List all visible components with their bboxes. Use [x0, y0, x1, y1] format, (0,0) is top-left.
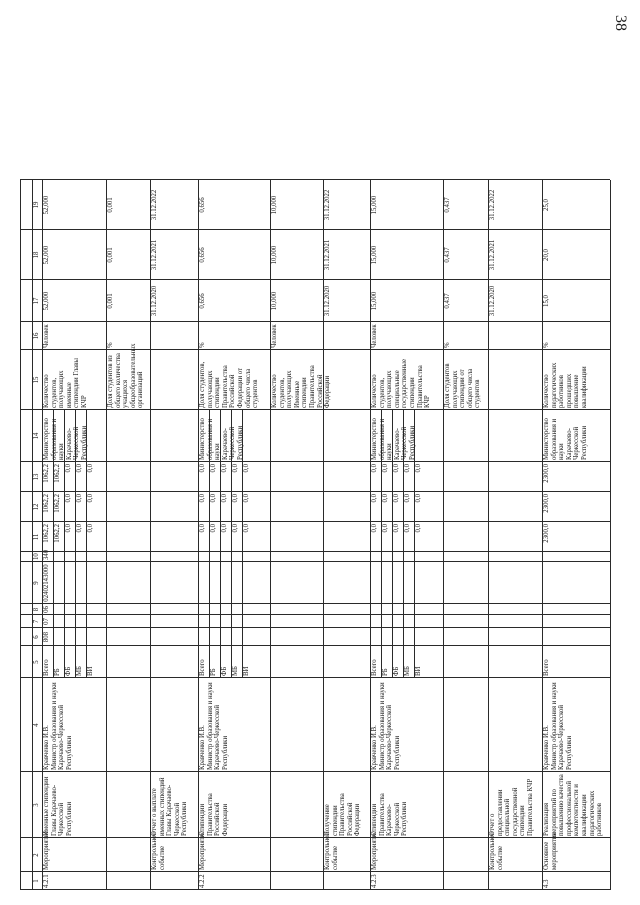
value-2022: 0,0	[371, 464, 378, 473]
value-2022: 2300,0	[543, 464, 550, 483]
value-2020: 0,0	[382, 524, 389, 533]
row-unit	[488, 322, 542, 350]
column-number: 15	[33, 376, 40, 384]
fund-source: ВИ	[243, 666, 250, 676]
target-2021: 31.12.2021	[324, 239, 331, 271]
row-type	[106, 838, 150, 872]
value-2022: 0,0	[415, 464, 422, 473]
row-executor: Кравченко И.В. Министр образования и науки Карачаево-Черкесской Республики	[199, 682, 229, 770]
row-id: 4.2.1	[43, 874, 50, 888]
row-executor	[270, 678, 323, 772]
row-type: Основное мероприятие	[543, 832, 558, 870]
column-number: 16	[33, 332, 40, 340]
column-number: 14	[33, 432, 40, 440]
column-number: 18	[33, 251, 40, 259]
target-2021: 0,437	[444, 247, 451, 263]
row-executor	[106, 678, 150, 772]
fund-source: Всего	[543, 659, 550, 676]
value-2021: 0,0	[199, 494, 206, 503]
row-ministry	[323, 410, 370, 462]
target-2022: 52,000	[43, 195, 50, 215]
row-indicator: Доля студентов, получающих стипендии Правительства Российской Федерации от общего числа студентов	[199, 361, 260, 408]
value-2021: 0,0	[87, 494, 94, 503]
value-2022: 0,0	[221, 464, 228, 473]
row-unit: Человек	[371, 324, 378, 348]
row-name: Стипендии Правительства Российской Федерации	[199, 793, 229, 836]
value-2022: 1062,2	[43, 464, 50, 483]
value-2021: 0,0	[210, 494, 217, 503]
row-id: 4.3	[543, 879, 550, 888]
column-divider	[20, 561, 610, 562]
value-2022: 0,0	[199, 464, 206, 473]
row-indicator	[150, 350, 198, 410]
value-2020: 1062,2	[54, 524, 61, 543]
budget-code: 02402143000	[43, 564, 50, 602]
row-id	[443, 872, 488, 890]
row-ministry	[150, 410, 198, 462]
row-ministry	[488, 410, 542, 462]
column-divider	[20, 551, 610, 552]
value-2022: 0,0	[232, 464, 239, 473]
column-number: 12	[33, 503, 40, 511]
value-2021: 0,0	[404, 494, 411, 503]
row-unit: Человек	[43, 324, 50, 348]
target-2020: 0,001	[107, 293, 114, 309]
target-2020: 31.12.2020	[324, 285, 331, 317]
row-indicator	[488, 350, 542, 410]
target-2020: 52,000	[43, 291, 50, 311]
target-2021: 52,000	[43, 245, 50, 265]
table-top-border	[20, 180, 21, 890]
fund-source: РБ	[210, 668, 217, 676]
row-type: Мероприятие	[199, 830, 206, 870]
column-number: 2	[33, 853, 40, 857]
column-number: 17	[33, 297, 40, 305]
row-id	[106, 872, 150, 890]
row-indicator: Количество студентов, получающих Именные стипендии Правительства Российской Федерации	[271, 365, 332, 408]
row-id	[323, 872, 370, 890]
column-divider	[20, 491, 610, 492]
column-number: 3	[33, 803, 40, 807]
value-2021: 0,0	[232, 494, 239, 503]
row-type: Контрольное событие	[489, 832, 504, 870]
fund-source: ВИ	[415, 666, 422, 676]
value-2021: 0,0	[393, 494, 400, 503]
row-name	[270, 772, 323, 838]
row-indicator: Количество студентов, получающих специальные государственные стипендии Правительства КЧР	[371, 359, 432, 408]
value-2021: 0,0	[382, 494, 389, 503]
row-unit	[323, 322, 370, 350]
column-number: 5	[33, 660, 40, 664]
column-number: 6	[33, 635, 40, 639]
target-2020: 31.12.2020	[489, 285, 496, 317]
page-number: 38	[612, 15, 629, 31]
row-ministry	[270, 410, 323, 462]
rotated-program-table	[20, 20, 620, 890]
row-ministry: Министерство образования и науки Карачаево-Черкесской Республики	[199, 418, 245, 460]
target-2022: 10,000	[271, 195, 278, 215]
value-2020: 0,0	[243, 524, 250, 533]
row-executor: Кравченко И.В. Министр образования и науки Карачаево-Черкесской Республики	[371, 682, 401, 770]
value-2020: 0,0	[415, 524, 422, 533]
value-2022: 0,0	[243, 464, 250, 473]
row-id: 4.2.2	[199, 874, 206, 888]
target-2022: 31.12.2022	[324, 189, 331, 221]
target-2022: 0,656	[199, 197, 206, 213]
row-unit: %	[199, 342, 206, 348]
target-2022: 0,437	[444, 197, 451, 213]
target-2021: 31.12.2021	[151, 239, 158, 271]
value-2021: 2300,0	[543, 494, 550, 513]
row-type: Мероприятие	[43, 830, 50, 870]
row-unit: %	[107, 342, 114, 348]
value-2022: 0,0	[87, 464, 94, 473]
target-2020: 10,000	[271, 291, 278, 311]
value-2022: 0,0	[382, 464, 389, 473]
row-name: Отчет о предоставлении специальной государственной стипендии Правительства КЧР	[489, 778, 535, 836]
row-type: Контрольное событие	[324, 832, 339, 870]
fund-source: ФБ	[65, 666, 72, 676]
row-name	[443, 772, 488, 838]
column-number: 4	[33, 723, 40, 727]
column-number: 19	[33, 201, 40, 209]
value-2020: 0,0	[199, 524, 206, 533]
target-2020: 0,656	[199, 293, 206, 309]
row-ministry: Министерство образования и науки Карачаево-Черкесской Республики	[43, 418, 89, 460]
value-2020: 0,0	[221, 524, 228, 533]
target-2022: 15,000	[371, 195, 378, 215]
value-2022: 0,0	[76, 464, 83, 473]
value-2022: 0,0	[393, 464, 400, 473]
row-name: Отчет о выплате именных стипендий Главы Карачаево-Черкесской Республики	[151, 777, 189, 836]
fund-source: РБ	[382, 668, 389, 676]
value-2020: 0,0	[404, 524, 411, 533]
row-unit: Человек	[271, 324, 278, 348]
row-name: Реализация мероприятий по повышению качества профессиональной компетентности и квалификации педагогических работников	[543, 774, 604, 836]
row-id: 4.2.3	[371, 874, 378, 888]
fund-source: Всего	[43, 659, 50, 676]
value-2022: 0,0	[210, 464, 217, 473]
fund-source: РБ	[54, 668, 61, 676]
fund-source: ФБ	[221, 666, 228, 676]
row-id	[150, 872, 198, 890]
target-2020: 31.12.2020	[151, 285, 158, 317]
column-number: 7	[33, 619, 40, 624]
row-name: Именные стипендии Главы Карачаево-Черкесской Республики	[43, 776, 73, 836]
column-number: 13	[33, 473, 40, 481]
value-2021: 0,0	[76, 494, 83, 503]
fund-source: Всего	[371, 659, 378, 676]
target-2022: 0,001	[107, 197, 114, 213]
fund-source: МБ	[404, 666, 411, 676]
budget-code: 340	[43, 549, 50, 560]
row-indicator: Количество студентов, получающих именные стипендии Главы КЧР	[43, 358, 89, 408]
budget-code: 07	[43, 618, 50, 625]
row-executor	[150, 678, 198, 772]
row-ministry: Министерство образования и науки Карачаево-Черкесской Республики	[371, 418, 417, 460]
column-divider	[20, 521, 610, 522]
value-2020: 2300,0	[543, 524, 550, 543]
row-ministry	[106, 410, 150, 462]
target-2022: 31.12.2022	[151, 189, 158, 221]
target-2021: 10,000	[271, 245, 278, 265]
value-2022: 0,0	[65, 464, 72, 473]
target-2020: 15,000	[371, 291, 378, 311]
row-name	[106, 772, 150, 838]
row-executor	[488, 678, 542, 772]
column-divider	[20, 614, 610, 615]
row-executor	[323, 678, 370, 772]
target-2022: 25,0	[543, 199, 550, 211]
target-2021: 20,0	[543, 249, 550, 261]
column-divider	[20, 603, 610, 604]
budget-code: 808	[43, 631, 50, 643]
value-2021: 0,0	[221, 494, 228, 503]
column-number: 1	[33, 879, 40, 883]
value-2020: 0,0	[232, 524, 239, 533]
column-divider	[20, 645, 610, 646]
row-indicator: Доля студентов получающих стипендии от общего числа студентов	[444, 363, 482, 408]
row-executor	[443, 678, 488, 772]
row-type	[443, 838, 488, 872]
value-2021: 0,0	[65, 494, 72, 503]
value-2020: 0,0	[65, 524, 72, 533]
fund-source: ВИ	[87, 666, 94, 676]
value-2020: 0,0	[393, 524, 400, 533]
row-divider	[610, 180, 611, 890]
budget-code: 06	[43, 606, 50, 613]
value-2020: 0,0	[210, 524, 217, 533]
row-type	[270, 838, 323, 872]
value-2020: 0,0	[87, 524, 94, 533]
value-2021: 0,0	[415, 494, 422, 503]
fund-source: МБ	[76, 666, 83, 676]
row-indicator: Доля студентов из общего количества учащихся общеобразовательных организаций	[107, 343, 145, 408]
value-2021: 0,0	[371, 494, 378, 503]
column-divider	[20, 627, 610, 628]
target-2022: 31.12.2022	[489, 189, 496, 221]
row-name: Стипендии Правительства Карачаево-Черкесской Республики	[371, 793, 409, 836]
column-number: 8	[33, 607, 40, 612]
value-2021: 1062,2	[54, 494, 61, 513]
row-executor: Кравченко И.В. Министр образования и науки Карачаево-Черкесской Республики	[543, 682, 573, 770]
value-2021: 0,0	[243, 494, 250, 503]
value-2020: 0,0	[371, 524, 378, 533]
row-name: Получение стипендии Правительства Российской Федерации	[324, 793, 362, 836]
row-indicator	[323, 350, 370, 410]
target-2020: 0,437	[444, 293, 451, 309]
row-unit	[150, 322, 198, 350]
row-type: Мероприятие	[371, 830, 378, 870]
row-unit: %	[444, 342, 451, 348]
row-id	[488, 872, 542, 890]
row-indicator: Количество педагогических работников прошедших повышение квалификации	[543, 362, 589, 408]
target-2021: 0,656	[199, 247, 206, 263]
fund-source: Всего	[199, 659, 206, 676]
column-number: 10	[33, 553, 40, 560]
column-number: 9	[33, 581, 40, 585]
fund-source: ФБ	[393, 666, 400, 676]
target-2020: 15,0	[543, 295, 550, 307]
row-unit: %	[543, 342, 550, 348]
fund-source: МБ	[232, 666, 239, 676]
row-ministry: Министерство образования и науки Карачаево-Черкесской Республики	[543, 418, 589, 460]
value-2020: 0,0	[76, 524, 83, 533]
row-ministry	[443, 410, 488, 462]
target-2021: 31.12.2021	[489, 239, 496, 271]
value-2020: 1062,2	[43, 524, 50, 543]
target-2021: 0,001	[107, 247, 114, 263]
row-executor: Кравченко И.В. Министр образования и науки Карачаево-Черкесской Республики	[43, 682, 73, 770]
value-2021: 1062,2	[43, 494, 50, 513]
value-2022: 0,0	[404, 464, 411, 473]
target-2021: 15,000	[371, 245, 378, 265]
row-type: Контрольное событие	[151, 832, 166, 870]
row-id	[270, 872, 323, 890]
column-number: 11	[33, 533, 40, 541]
value-2022: 1062,2	[54, 464, 61, 483]
